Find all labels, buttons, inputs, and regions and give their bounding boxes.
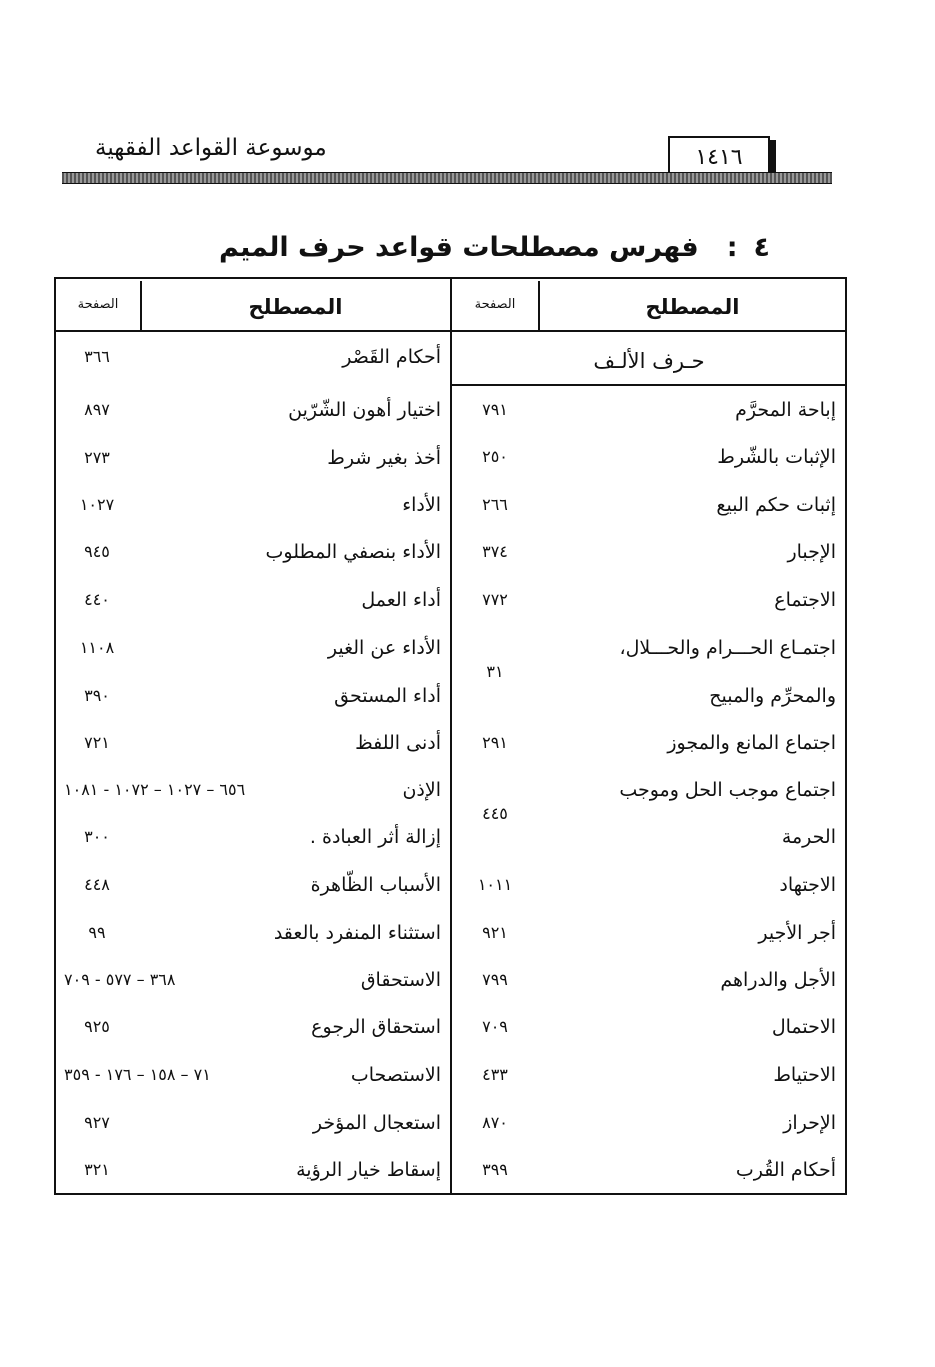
section-separator: :	[726, 232, 738, 263]
right-row-term: أجر الأجير	[758, 922, 836, 944]
left-row-page: ٩٩	[88, 923, 106, 942]
right-row-page: ٤٣٣	[482, 1065, 508, 1084]
column-divider-center	[450, 277, 452, 1195]
right-row-page: ٩٢١	[482, 923, 508, 942]
header-page-right: الصفحة	[474, 297, 516, 312]
header-term-left: المصطلح	[248, 295, 343, 319]
header-rule	[62, 172, 832, 184]
right-row-page: ٧٩١	[482, 400, 508, 419]
header-page-left: الصفحة	[77, 297, 119, 312]
right-row-page: ٧٠٩	[482, 1017, 508, 1036]
right-row-page: ٨٧٠	[482, 1113, 508, 1132]
left-row-term: استحقاق الرجوع	[311, 1016, 441, 1038]
right-row-term: أحكام القُرب	[735, 1159, 836, 1181]
left-row-pages: ٧١ – ١٥٨ – ١٧٦ - ٣٥٩	[64, 1065, 211, 1084]
book-title: موسوعة القواعد الفقهية	[95, 135, 327, 161]
left-row-page: ٤٤٨	[84, 875, 110, 894]
left-row-term: الاستحقاق	[360, 969, 441, 991]
left-row-pages: ٣٦٨ – ٥٧٧ - ٧٠٩	[64, 970, 176, 989]
header-term-right: المصطلح	[645, 295, 740, 319]
left-row-term: اختيار أهون الشّرّين	[288, 399, 441, 421]
right-row-term: الأجل والدراهم	[720, 969, 836, 991]
right-row-term: الإجبار	[787, 541, 836, 563]
left-row-page: ٩٤٥	[84, 542, 110, 561]
right-row-term: الاحتياط	[773, 1064, 836, 1086]
left-row-term: أدنى اللفظ	[355, 732, 441, 754]
right-row-term: الإثبات بالشّرط	[717, 446, 836, 468]
left-row-page: ٩٢٥	[84, 1017, 110, 1036]
left-row-page: ٣٩٠	[84, 686, 110, 705]
right-row-term-line2: الحرمة	[781, 826, 836, 848]
left-row-page: ٣٠٠	[84, 827, 110, 846]
right-row-term-line2: والمحرِّم والمبيح	[709, 685, 836, 707]
right-row-term: الإحراز	[783, 1112, 836, 1134]
right-row-page: ١٠١١	[477, 875, 513, 894]
page-number: ١٤١٦	[695, 145, 743, 170]
right-row-page: ٣٩٩	[482, 1160, 508, 1179]
section-number: ٤	[753, 232, 770, 263]
right-row-page: ٤٤٥	[482, 804, 508, 823]
left-row-term: أداء العمل	[361, 589, 441, 611]
left-row-term: الأداء عن الغير	[327, 637, 441, 659]
left-row-term: الأداء بنصفي المطلوب	[265, 541, 441, 563]
right-row-term: الاحتمال	[771, 1016, 836, 1038]
right-row-page: ٣٧٤	[482, 542, 508, 561]
section-title	[218, 228, 770, 268]
left-row-page: ٣٢١	[84, 1160, 110, 1179]
left-row-term: الأداء	[402, 494, 441, 516]
left-row-term: إزالة أثر العبادة .	[309, 826, 441, 848]
left-row-term: إسقاط خيار الرؤية	[296, 1159, 441, 1181]
left-row-page: ١٠٢٧	[79, 495, 115, 514]
left-row-page: ٢٧٣	[84, 448, 110, 467]
right-row-term: الاجتماع	[774, 589, 836, 611]
left-row-term: الإذن	[402, 779, 441, 801]
left-row-term: الأسباب الظّاهرة	[310, 874, 441, 896]
left-row-page: ١١٠٨	[79, 638, 115, 657]
left-row-page: ٧٢١	[84, 733, 110, 752]
right-row-page: ٢٥٠	[482, 447, 508, 466]
left-row-page: ٨٩٧	[84, 400, 110, 419]
left-row-page: ٤٤٠	[84, 590, 110, 609]
left-row-term: استعجال المؤخر	[312, 1112, 441, 1134]
right-row-term: اجتماع موجب الحل وموجب	[619, 779, 836, 801]
left-row-page: ٩٢٧	[84, 1113, 110, 1132]
group-rule-right	[452, 384, 845, 386]
right-row-page: ٧٩٩	[482, 970, 508, 989]
right-row-page: ٢٩١	[482, 733, 508, 752]
right-row-page: ٢٦٦	[482, 495, 508, 514]
section-title-text: فهرس مصطلحات قواعد حرف الميم	[218, 232, 699, 263]
left-row-term: أحكام القَصْر	[342, 346, 441, 368]
left-row-term: أداء المستحق	[334, 685, 441, 707]
right-row-term: الاجتهاد	[779, 874, 836, 896]
left-row-page: ٣٦٦	[84, 347, 110, 366]
right-row-page: ٣١	[486, 662, 504, 681]
left-row-term: أخذ بغير شرط	[327, 447, 441, 469]
right-row-term: إثبات حكم البيع	[716, 494, 836, 516]
left-row-term: استثناء المنفرد بالعقد	[273, 922, 441, 944]
right-row-term: اجتماع المانع والمجوز	[667, 732, 836, 754]
right-row-term: اجتمـاع الحـــرام والحـــلال،	[619, 637, 836, 659]
right-row-page: ٧٧٢	[482, 590, 508, 609]
group-label-alif: حـرف الألـف	[593, 349, 705, 373]
right-row-term: إباحة المحرَّم	[735, 399, 836, 421]
left-row-term: الاستصحاب	[350, 1064, 441, 1086]
left-row-pages: ٦٥٦ – ١٠٢٧ – ١٠٧٢ - ١٠٨١	[64, 780, 246, 799]
